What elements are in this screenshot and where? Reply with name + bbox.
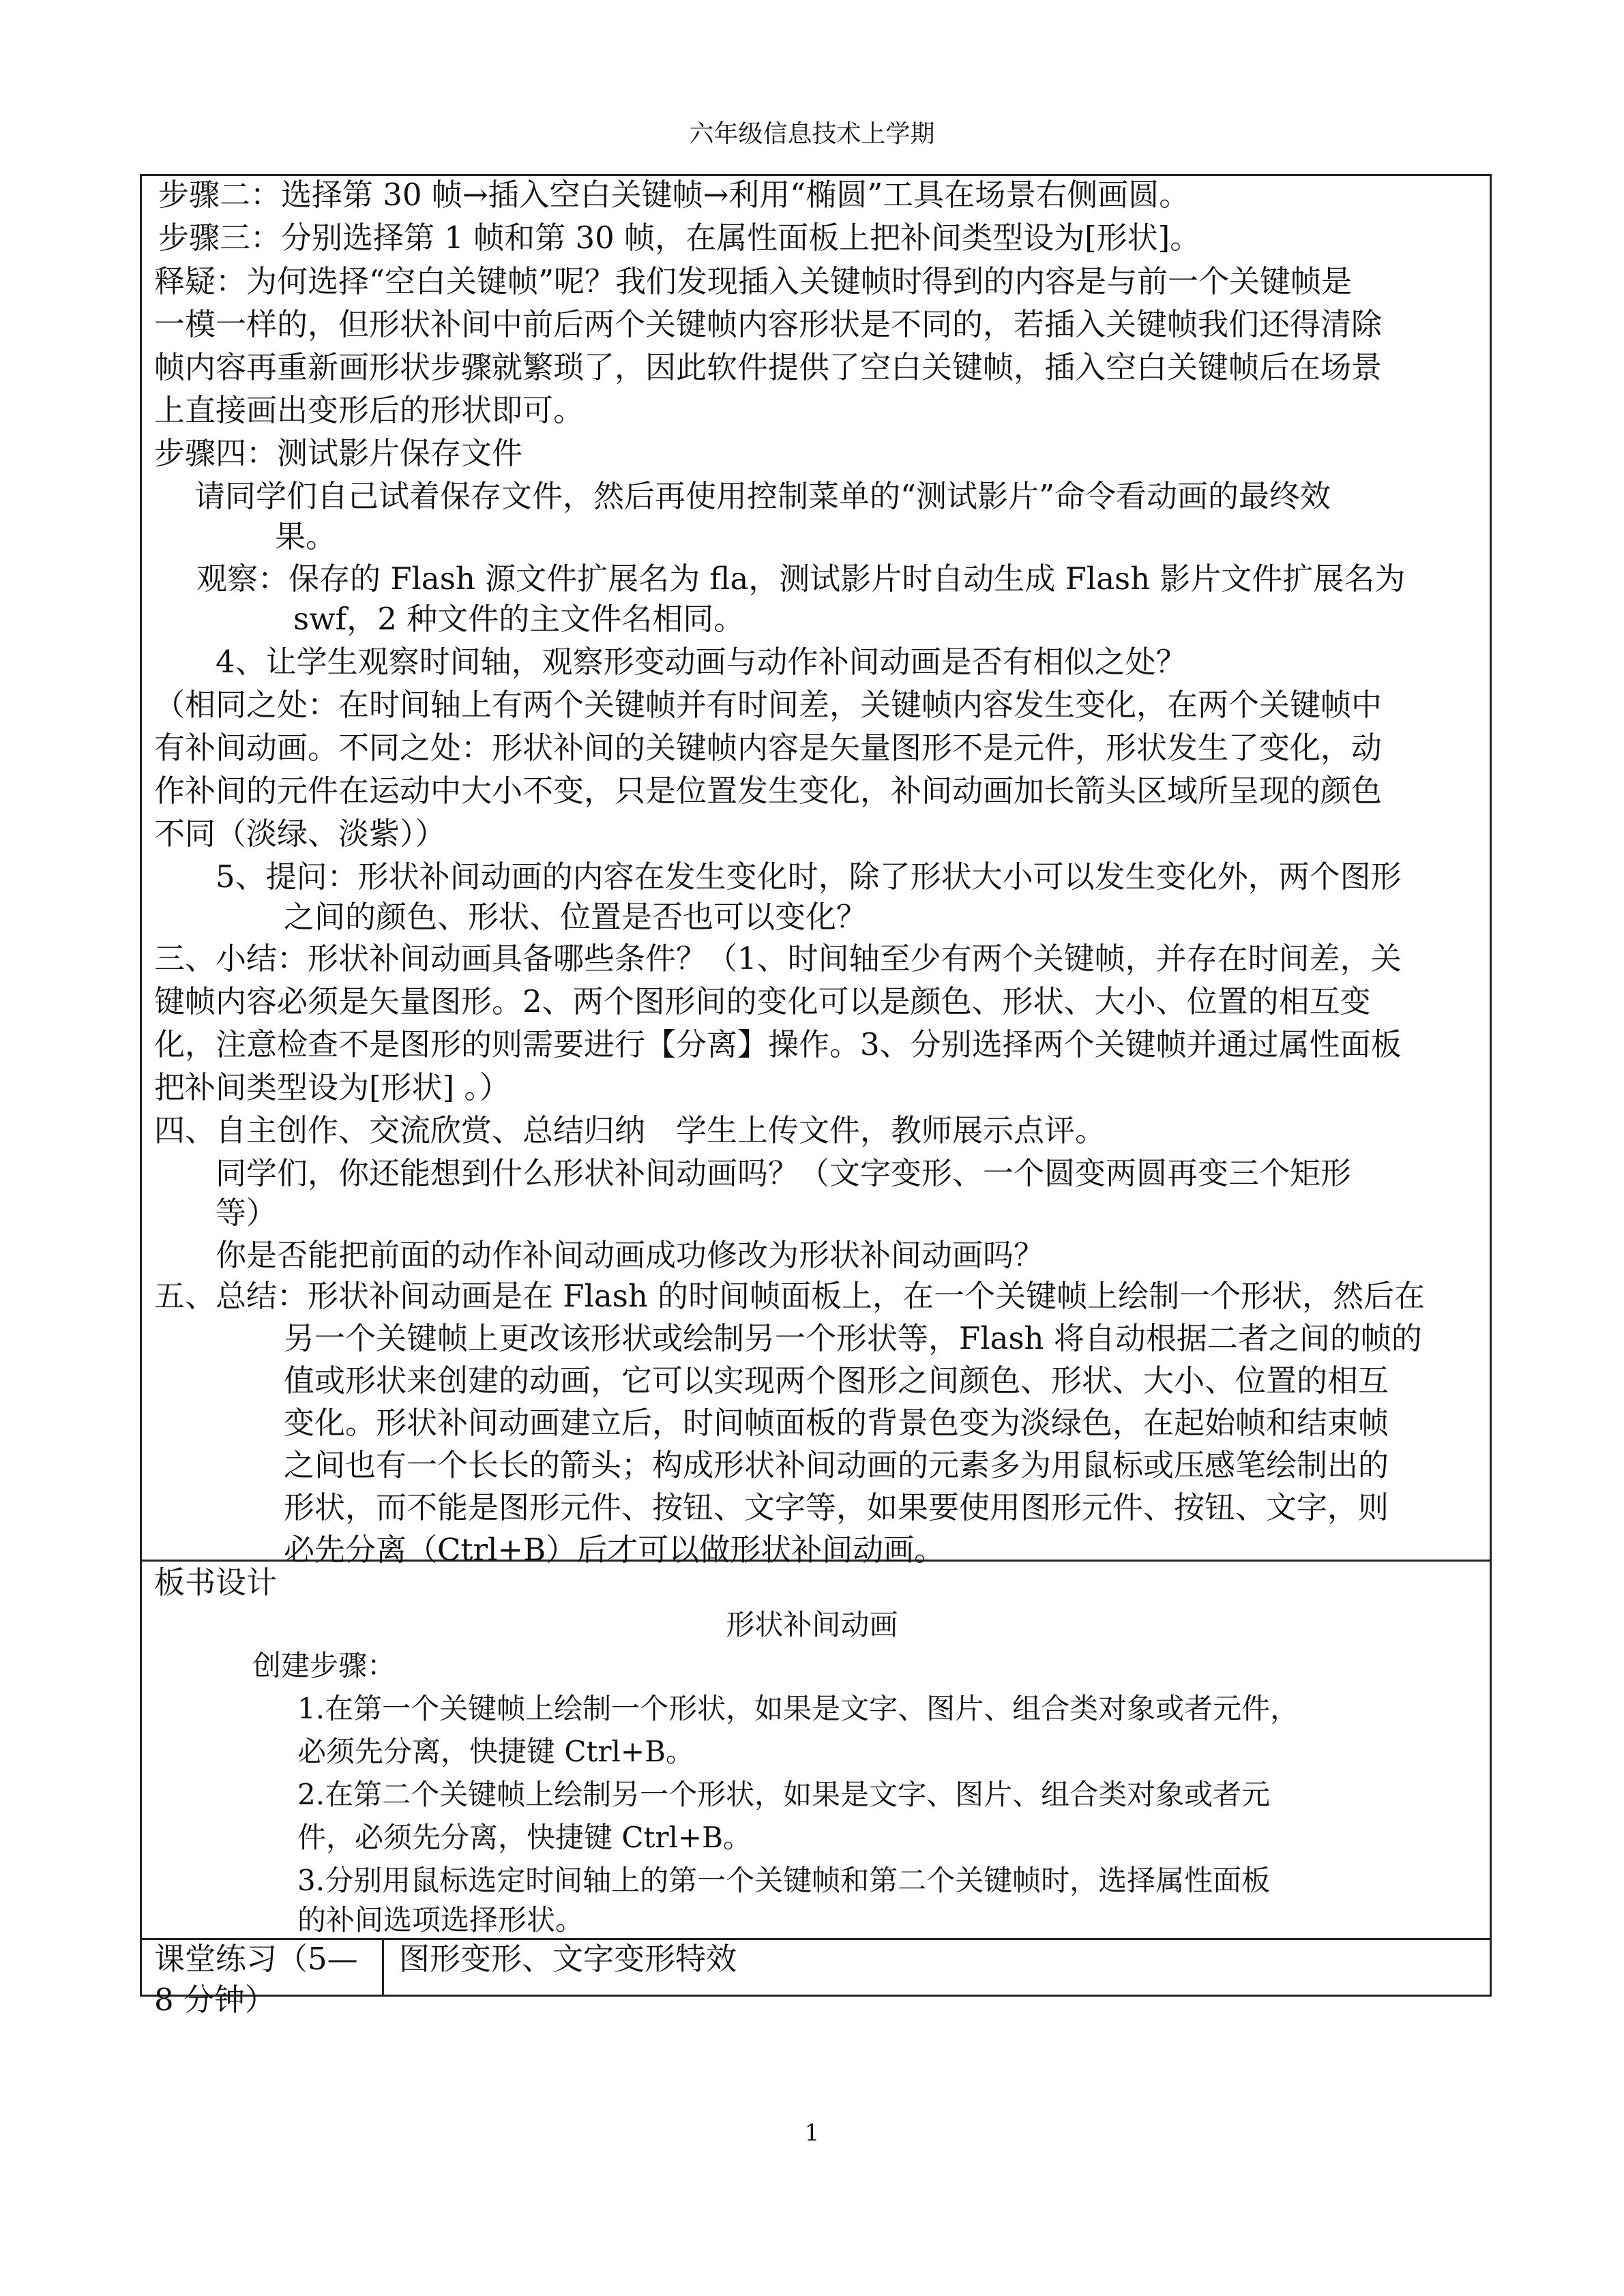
- board-line: 2.在第二个关键帧上绘制另一个形状，如果是文字、图片、组合类对象或者元: [297, 1778, 1271, 1811]
- body-line: 变化。形状补间动画建立后，时间帧面板的背景色变为淡绿色，在起始帧和结束帧: [284, 1405, 1389, 1441]
- body-line: 四、自主创作、交流欣赏、总结归纳 学生上传文件，教师展示点评。: [154, 1112, 1106, 1148]
- body-line: 之间也有一个长长的箭头；构成形状补间动画的元素多为用鼠标或压感笔绘制出的: [284, 1447, 1389, 1483]
- body-line: （相同之处：在时间轴上有两个关键帧并有时间差，关键帧内容发生变化，在两个关键帧中: [154, 687, 1383, 723]
- page-number: 1: [804, 2119, 820, 2147]
- body-line: 之间的颜色、形状、位置是否也可以变化？: [284, 899, 868, 935]
- body-line: 4、让学生观察时间轴，观察形变动画与动作补间动画是否有相似之处？: [216, 644, 1187, 680]
- body-line: 作补间的元件在运动中大小不变，只是位置发生变化，补间动画加长箭头区域所呈现的颜色: [154, 773, 1383, 809]
- board-line: 的补间选项选择形状。: [297, 1903, 585, 1937]
- exercise-content: 图形变形、文字变形特效: [399, 1941, 737, 1977]
- body-line: 键帧内容必须是矢量图形。2、两个图形间的变化可以是颜色、形状、大小、位置的相互变: [154, 983, 1371, 1019]
- body-line: 必先分离（Ctrl+B）后才可以做形状补间动画。: [284, 1532, 945, 1568]
- body-line: 5、提问：形状补间动画的内容在发生变化时，除了形状大小可以发生变化外，两个图形: [216, 859, 1402, 895]
- board-line: 件，必须先分离，快捷键 Ctrl+B。: [297, 1821, 752, 1854]
- body-line: 把补间类型设为[形状] 。）: [154, 1069, 510, 1105]
- body-line: 步骤四：测试影片保存文件: [154, 435, 523, 471]
- body-line: 果。: [275, 518, 337, 554]
- body-line: swf，2 种文件的主文件名相同。: [293, 601, 745, 637]
- board-line: 创建步骤：: [252, 1649, 396, 1682]
- body-line: 三、小结：形状补间动画具备哪些条件？（1、时间轴至少有两个关键帧，并存在时间差，关: [154, 940, 1402, 976]
- table-column-divider: [382, 1938, 384, 1997]
- body-line: 帧内容再重新画形状步骤就繁琐了，因此软件提供了空白关键帧，插入空白关键帧后在场景: [154, 349, 1383, 385]
- body-line: 不同（淡绿、淡紫））: [154, 816, 446, 852]
- body-line: 上直接画出变形后的形状即可。: [154, 392, 585, 428]
- body-line: 释疑：为何选择“空白关键帧”呢？我们发现插入关键帧时得到的内容是与前一个关键帧是: [154, 263, 1353, 299]
- body-line: 另一个关键帧上更改该形状或绘制另一个形状等，Flash 将自动根据二者之间的帧的: [284, 1320, 1422, 1356]
- body-line: 观察：保存的 Flash 源文件扩展名为 fla，测试影片时自动生成 Flash 影片文件扩展名为: [196, 561, 1406, 597]
- body-line: 等）: [216, 1195, 278, 1231]
- body-line: 值或形状来创建的动画，它可以实现两个图形之间颜色、形状、大小、位置的相互: [284, 1362, 1389, 1399]
- body-line: 一模一样的，但形状补间中前后两个关键帧内容形状是不同的，若插入关键帧我们还得清除: [154, 306, 1383, 342]
- board-line: 3.分别用鼠标选定时间轴上的第一个关键帧和第二个关键帧时，选择属性面板: [297, 1864, 1271, 1897]
- page-header: 六年级信息技术上学期: [689, 120, 935, 148]
- board-line: 必须先分离，快捷键 Ctrl+B。: [297, 1735, 694, 1768]
- body-line: 形状，而不能是图形元件、按钮、文字等，如果要使用图形元件、按钮、文字，则: [284, 1489, 1389, 1525]
- body-line: 化，注意检查不是图形的则需要进行【分离】操作。3、分别选择两个关键帧并通过属性面板: [154, 1026, 1402, 1062]
- board-line: 1.在第一个关键帧上绘制一个形状，如果是文字、图片、组合类对象或者元件，: [297, 1692, 1299, 1725]
- exercise-label: 课堂练习（5—: [154, 1941, 358, 1977]
- body-line: 请同学们自己试着保存文件，然后再使用控制菜单的“测试影片”命令看动画的最终效: [194, 478, 1331, 514]
- board-label: 板书设计: [154, 1564, 278, 1600]
- board-title: 形状补间动画: [726, 1608, 898, 1641]
- body-line: 五、总结：形状补间动画是在 Flash 的时间帧面板上，在一个关键帧上绘制一个形状，然后在: [154, 1278, 1426, 1314]
- body-line: 步骤三：分别选择第 1 帧和第 30 帧，在属性面板上把补间类型设为[形状]。: [158, 220, 1201, 256]
- exercise-label: 8 分钟）: [154, 1982, 276, 2018]
- body-line: 你是否能把前面的动作补间动画成功修改为形状补间动画吗？: [216, 1237, 1045, 1273]
- body-line: 有补间动画。不同之处：形状补间的关键帧内容是矢量图形不是元件，形状发生了变化，动: [154, 730, 1383, 766]
- body-line: 步骤二：选择第 30 帧→插入空白关键帧→利用“椭圆”工具在场景右侧画圆。: [158, 177, 1190, 213]
- body-line: 同学们，你还能想到什么形状补间动画吗？（文字变形、一个圆变两圆再变三个矩形: [216, 1155, 1352, 1191]
